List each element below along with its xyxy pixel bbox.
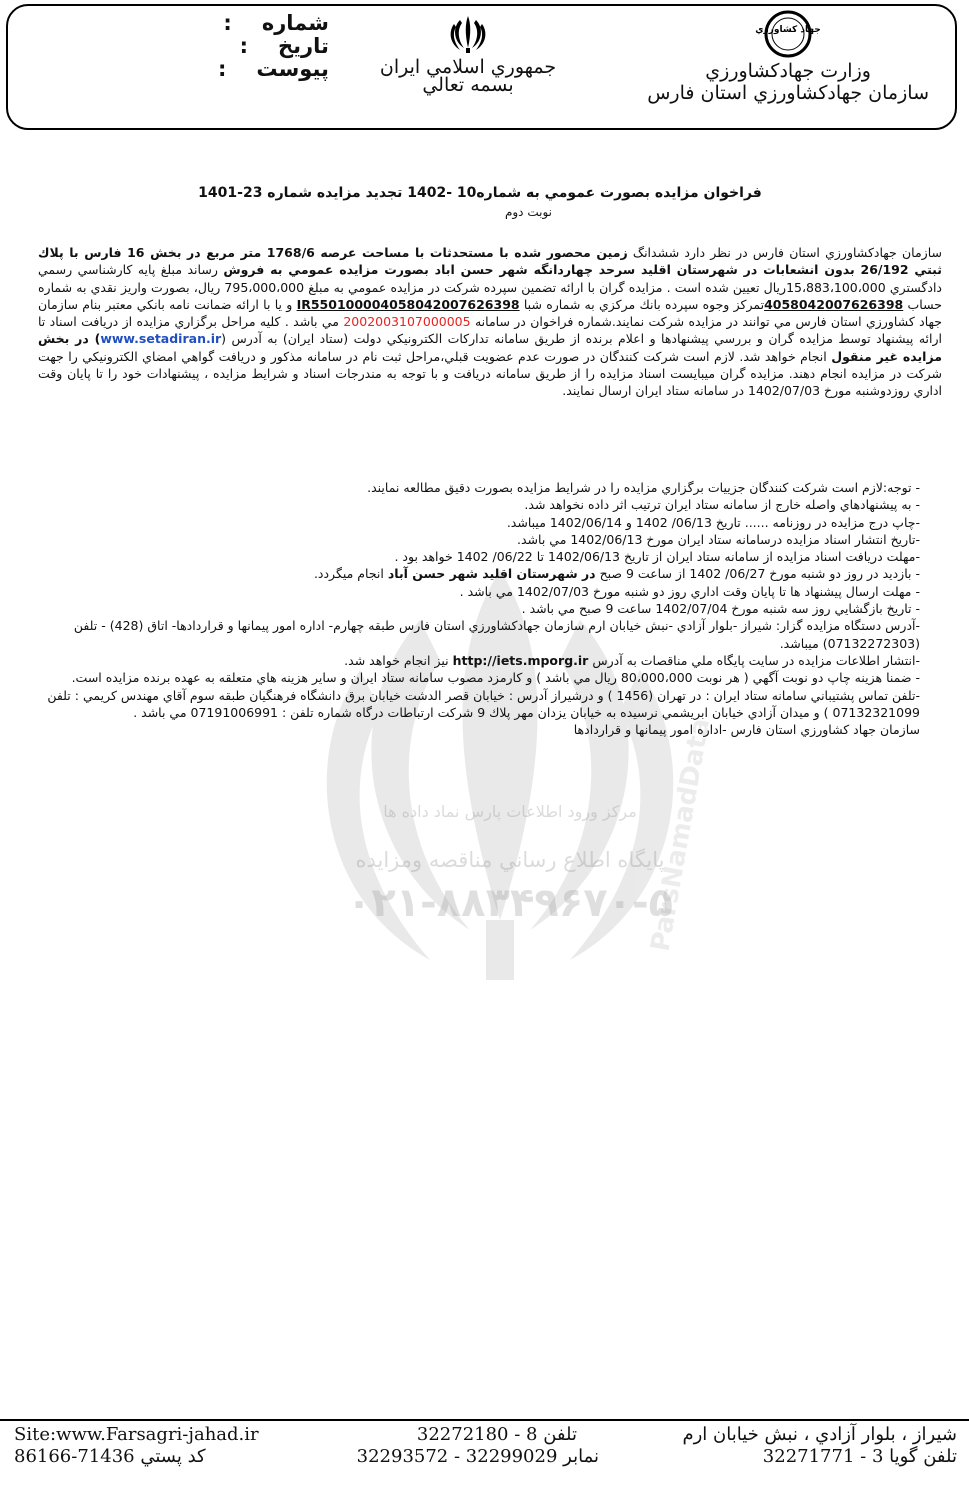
- organization-name: سازمان جهادكشاورزي استان فارس: [647, 82, 929, 104]
- meta-attachment-row: پيوست :: [218, 57, 329, 81]
- note-item: - توجه:لازم است شركت كنندگان جزييات برگزاري مزايده را در شرايط مزايده بصورت دقيق مطالعه نمايند.: [367, 480, 920, 495]
- footer-postal-code: كد پستي 71436-86166: [14, 1446, 206, 1467]
- note-item: - تاريخ بازگشايي روز سه شنبه مورخ 1402/07/04 ساعت 9 صبح مي باشد .: [521, 601, 920, 617]
- watermark-phone: ۰۲۱-۸۸۳۴۹۶۷۰-۵: [346, 880, 674, 926]
- watermark-caption: مركز ورود اطلاعات پارس نماد داده ها: [383, 802, 637, 821]
- meta-date-row: تاريخ :: [239, 34, 329, 58]
- footer-gooya-phone: تلفن گويا 3 - 32271771: [762, 1446, 957, 1467]
- footer-fax: نمابر 32299029 - 32293572: [356, 1446, 599, 1467]
- footer-divider: [0, 1419, 969, 1421]
- iets-link[interactable]: http://iets.mporg.ir: [452, 652, 589, 668]
- note-item: - ضمنا هزينه چاپ دو نوبت آگهي ( هر نوبت 80،000،000 ريال مي باشد ) و كارمزد مصوب سامانه ستاد ايران و ساير هزينه هاي متعلقه به عهده برنده مزايده است.: [71, 670, 920, 686]
- note-item: -آدرس دستگاه مزايده گزار: شيراز -بلوار آزادي -نبش خيابان ارم سازمان جهادكشاورزي استان فارس طبقه چهارم- اداره امور پيمانها و قراردادها- اتاق (428) - تلفن (07132272303) ميباشد.: [73, 618, 920, 651]
- notice-body: سازمان جهادكشاورزي استان فارس در نظر دارد ششدانگ زمين محصور شده با مستحدثات با مساحت عرصه 1768/6 متر مربع در بخش 16 فارس با پلاك ثبتي 26/192 بدون انشعابات در شهرستان اقليد سرحد چهاردانگه شهر حسن اباد بصورت مزايده عمومي به فروش رساند مبلغ پايه كارشناسي رسمي دادگستري 15،883،100،000ريال تعيين شده است . مزايده گران با ارائه تضمين سپرده شركت در مزايده عمومي به مبلغ 795،000،000 ريال، بصورت واريز نقدي به شماره حساب 4058042007626398تمركز وجوه سپرده بانك مركزي به شماره شبا IR550100004058042007626398 و يا با ارائه ضمانت نامه بانكي معتبر بنام سازمان جهاد كشاورزي استان فارس مي توانند در مزايده شركت نمايند.شماره فراخوان در سامانه 2002003107000005 مي باشد . كليه مراحل برگزاري مزايده از دريافت اسناد تا ارائه پيشنهاد توسط مزايده گران و بررسي پيشنهادها و اعلام برنده از طريق سامانه تداركات الكترونيكي دولت (ستاد ايران) به آدرس (www.setadiran.ir) در بخش مزايده غير منقول انجام خواهد شد. لازم است شركت كنندگان در صورت عدم عضويت قبلي،مراحل ثبت نام در سامانه مذكور و دريافت گواهي امضاي الكترونيكي را جهت شركت در مزايده انجام دهند. مزايده گران ميبايست اسناد مزايده را از طريق سامانه دريافت و با توجه به مندرجات اسناد و شرايط مزايده ، پيشنهادات خود را تا پايان وقت اداري روزدوشنبه مورخ 1402/07/03 در سامانه ستاد ايران ارسال نمايند.: [38, 245, 942, 399]
- notice-notes: [38, 479, 920, 738]
- letter-meta: [218, 12, 329, 81]
- note-item-visit: - بازديد در روز دو شنبه مورخ 06/27/ 1402 از ساعت 9 صبح در شهرستان اقليد شهر حسن آباد انجام ميگردد.: [313, 566, 920, 582]
- watermark-brand: ParsNamadData: [645, 716, 717, 954]
- jahad-logo-icon: [755, 10, 821, 58]
- note-item: - مهلت ارسال پيشنهاد ها تا پايان وقت اداري روز دو شنبه مورخ 1402/07/03 مي باشد .: [459, 583, 920, 599]
- account-number: 4058042007626398: [764, 296, 904, 312]
- note-item: -تاريخ انتشار اسناد مزايده درسامانه ستاد ايران مورخ 1402/06/13 مي باشد.: [517, 531, 920, 547]
- ministry-header: [647, 10, 929, 104]
- footer-website[interactable]: Site:www.Farsagri-jahad.ir: [14, 1424, 259, 1445]
- note-signature: سازمان جهاد كشاورزي استان فارس -اداره امور پيمانها و قراردادها: [573, 722, 920, 738]
- meta-number-row: شماره :: [223, 11, 329, 35]
- bismillah: بسمه تعالي: [422, 74, 514, 96]
- sheba-number: IR550100004058042007626398: [296, 296, 520, 312]
- republic-name: جمهوري اسلامي ايران: [379, 56, 557, 78]
- notice-title: فراخوان مزايده بصورت عمومي به شماره10 -1402 تجديد مزايده شماره 23-1401: [198, 185, 762, 201]
- notice-title-block: [160, 183, 800, 221]
- note-item-website: -انتشار اطلاعات مزايده در سايت پايگاه ملي مناقصات به آدرس http://iets.mporg.ir نيز انجام خواهد شد.: [344, 652, 920, 668]
- note-item: - به پيشنهادهاي واصله خارج از سامانه ستاد ايران ترتيب اثر داده نخواهد شد.: [524, 497, 920, 513]
- note-item: -مهلت دريافت اسناد مزايده از سامانه ستاد ايران از تاريخ 1402/06/13 تا 06/22/ 1402 خواهد بود .: [394, 549, 920, 565]
- watermark-title: پايگاه اطلاع رساني مناقصه ومزايده: [355, 848, 665, 872]
- footer-phone: تلفن 8 - 32272180: [416, 1424, 577, 1445]
- note-item: -چاپ درج مزايده در روزنامه ...... تاريخ 06/13/ 1402 و 1402/06/14 ميباشد.: [506, 514, 920, 530]
- ministry-name: وزارت جهادكشاورزي: [705, 60, 871, 82]
- logo-text: جهاد كشاورزي: [755, 25, 821, 35]
- notice-subtitle: نوبت دوم: [504, 205, 552, 219]
- iran-emblem-icon: [446, 14, 490, 54]
- call-number: 2002003107000005: [343, 314, 471, 330]
- setadiran-link[interactable]: www.setadiran.ir: [100, 331, 222, 347]
- footer-address: شيراز ، بلوار آزادي ، نبش خيابان ارم: [682, 1424, 957, 1445]
- note-item: -تلفن تماس پشتيباني سامانه ستاد ايران : در تهران (1456 ) و درشيراز آدرس : خيابان قصر الدشت خيابان برق دانشگاه فرهنگيان طبقه سوم آقاي مهندس كريمي : تلفن 07132321099 ) و ميدان آزادي خيابان ابريشمي نرسيده به خيابان يزدان مهر پلاك 9 شركت ارتباطات درگاه شماره تلفن : 07191006991 مي باشد .: [47, 687, 920, 720]
- national-header: [368, 14, 568, 94]
- property-description: زمين محصور شده با مستحدثات با مساحت عرصه 1768/6 متر مربع در بخش 16 فارس با پلاك ثبتي 26/192 بدون انشعابات در شهرستان اقليد سرحد چهاردانگه شهر حسن اباد بصورت مزايده عمومي به فروش: [38, 245, 942, 278]
